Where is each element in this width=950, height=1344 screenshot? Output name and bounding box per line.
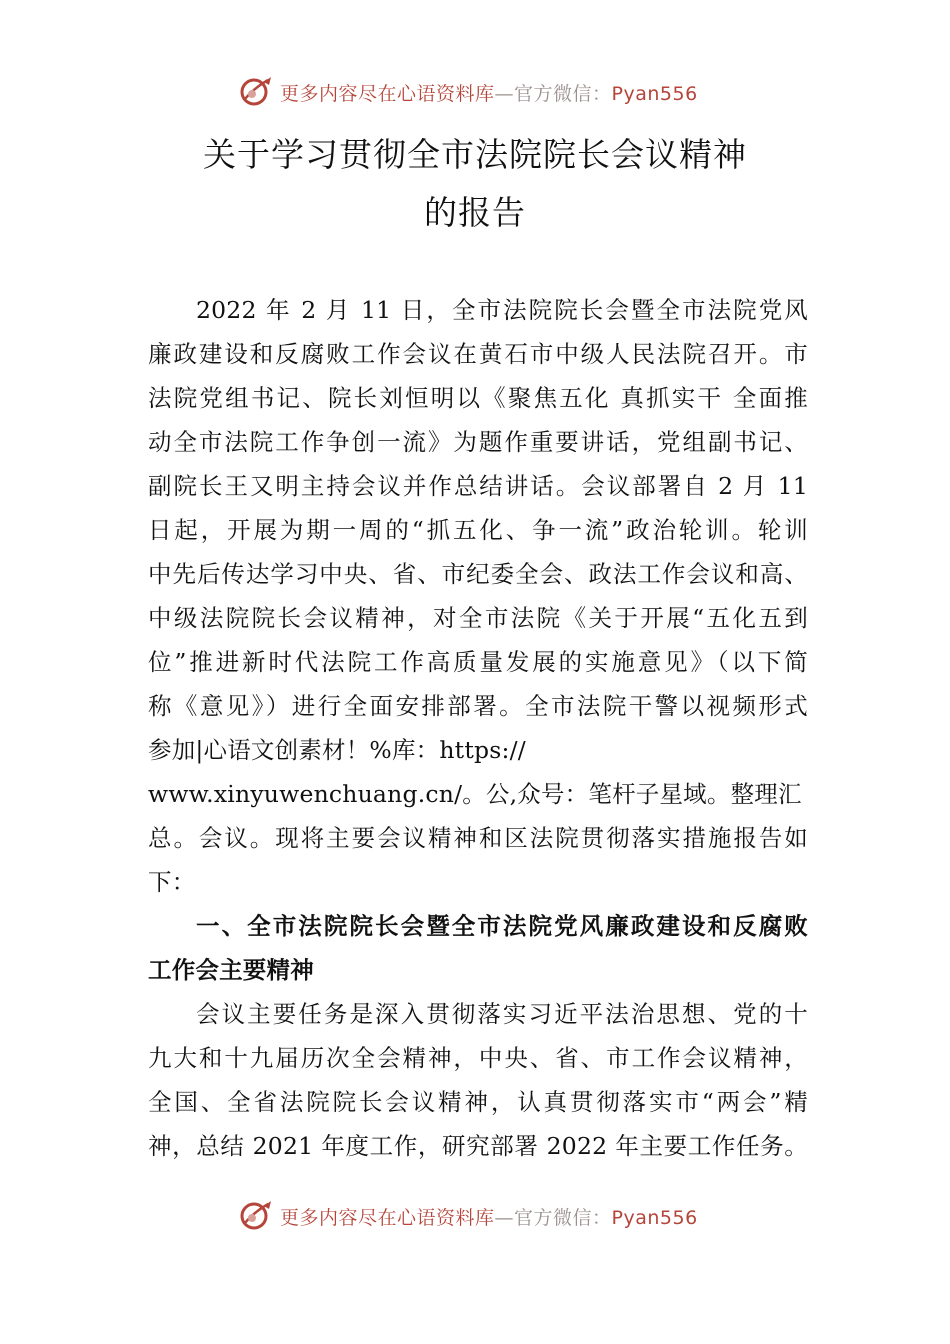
section-heading-line-2: 工作会主要精神: [148, 956, 314, 984]
watermark-label: 官方微信：: [514, 1206, 612, 1229]
paragraph-1-line-14: 下：: [148, 868, 196, 896]
paragraph-1-line-5: 副院长王又明主持会议并作总结讲话。会议部署自 2 月 11: [148, 472, 808, 500]
watermark-wechat-id: Pyan556: [611, 1206, 698, 1229]
watermark-text: [280, 79, 698, 106]
watermark-main: 更多内容尽在心语资料库: [280, 1206, 495, 1229]
paragraph-2-line-1: 会议主要任务是深入贯彻落实习近平法治思想、党的十: [196, 1000, 808, 1028]
section-heading-line-1: 一、全市法院院长会暨全市法院党风廉政建设和反腐败: [196, 912, 808, 940]
paragraph-1-line-12: www.xinyuwenchuang.cn/。公,众号：笔杆子星域。整理汇: [148, 780, 802, 808]
paragraph-2-line-3: 全国、全省法院院长会议精神，认真贯彻落实市“两会”精: [148, 1088, 808, 1116]
brush-logo-icon: [238, 74, 274, 110]
watermark-wechat-id: Pyan556: [611, 82, 698, 105]
header-watermark-banner: [0, 72, 950, 112]
paragraph-2-line-2: 九大和十九届历次全会精神，中央、省、市工作会议精神，: [148, 1044, 808, 1072]
paragraph-1-line-10: 称《意见》）进行全面安排部署。全市法院干警以视频形式: [148, 692, 808, 720]
document-title-line-1: 关于学习贯彻全市法院院长会议精神: [203, 135, 747, 174]
paragraph-1-line-3: 法院党组书记、院长刘恒明以《聚焦五化 真抓实干 全面推: [148, 384, 808, 412]
brush-logo-icon: [238, 1198, 274, 1234]
paragraph-1-line-11: 参加|心语文创素材！%库：https://: [148, 736, 526, 764]
footer-watermark-banner: [0, 1196, 950, 1236]
watermark-separator: —: [494, 82, 515, 105]
paragraph-1-line-7: 中先后传达学习中央、省、市纪委全会、政法工作会议和高、: [148, 560, 808, 588]
paragraph-1-line-1: 2022 年 2 月 11 日，全市法院院长会暨全市法院党风: [196, 296, 808, 324]
paragraph-1-line-9: 位”推进新时代法院工作高质量发展的实施意见》（以下简: [148, 648, 808, 676]
paragraph-1-line-4: 动全市法院工作争创一流》为题作重要讲话，党组副书记、: [148, 428, 808, 456]
paragraph-2-line-4: 神，总结 2021 年度工作，研究部署 2022 年主要工作任务。: [148, 1132, 808, 1160]
watermark-label: 官方微信：: [514, 82, 612, 105]
document-title-line-2: 的报告: [424, 193, 526, 232]
paragraph-1-line-2: 廉政建设和反腐败工作会议在黄石市中级人民法院召开。市: [148, 340, 808, 368]
watermark-separator: —: [494, 1206, 515, 1229]
paragraph-1-line-13: 总。会议。现将主要会议精神和区法院贯彻落实措施报告如: [148, 824, 808, 852]
watermark-main: 更多内容尽在心语资料库: [280, 82, 495, 105]
paragraph-1-line-8: 中级法院院长会议精神，对全市法院《关于开展“五化五到: [148, 604, 808, 632]
watermark-text: [280, 1203, 698, 1230]
paragraph-1-line-6: 日起，开展为期一周的“抓五化、争一流”政治轮训。轮训: [148, 516, 808, 544]
